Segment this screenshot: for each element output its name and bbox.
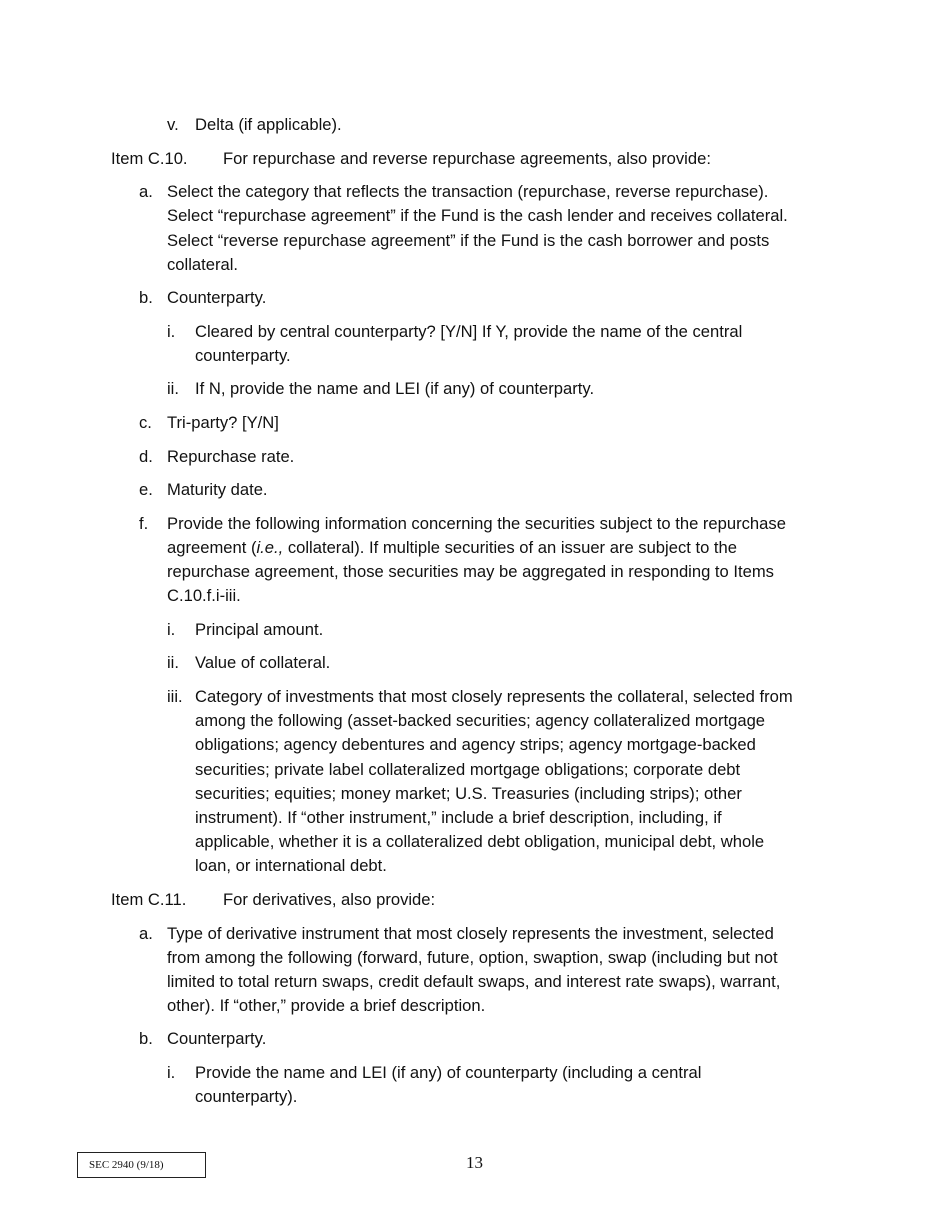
text-line: Select “reverse repurchase agreement” if the Fund is the cash borrower and posts	[167, 231, 770, 250]
list-label: iii.	[167, 687, 183, 706]
text-line: instrument). If “other instrument,” include a brief description, including, if	[195, 808, 722, 827]
list-item-text: Value of collateral.	[195, 653, 331, 672]
text-line: among the following (asset-backed securities; agency collateralized mortgage	[195, 711, 766, 730]
text-line: Cleared by central counterparty? [Y/N] If Y, provide the name of the central	[195, 322, 743, 341]
text-line: Type of derivative instrument that most closely represents the investment, selected	[167, 924, 774, 943]
form-id-box: SEC 2940 (9/18)	[77, 1152, 206, 1178]
text-line: securities; private label collateralized mortgage obligations; corporate debt	[195, 760, 741, 779]
list-item-text: Tri-party? [Y/N]	[167, 413, 279, 432]
list-label: i.	[167, 1063, 176, 1082]
list-label: f.	[139, 514, 149, 533]
list-label: ii.	[167, 379, 179, 398]
list-label: a.	[139, 182, 153, 201]
text-line: loan, or international debt.	[195, 856, 387, 875]
list-item-text: Maturity date.	[167, 480, 268, 499]
list-label: b.	[139, 288, 153, 307]
list-label: a.	[139, 924, 153, 943]
text-line: from among the following (forward, future, option, swaption, swap (including but not	[167, 948, 778, 967]
item-number: Item C.11.	[111, 890, 187, 909]
list-label: e.	[139, 480, 153, 499]
text-line: other). If “other,” provide a brief description.	[167, 996, 486, 1015]
text-line: Provide the following information concerning the securities subject to the repurchase	[167, 514, 786, 533]
text-line: Provide the name and LEI (if any) of counterparty (including a central	[195, 1063, 702, 1082]
text-line: limited to total return swaps, credit default swaps, and interest rate swaps), warrant,	[167, 972, 781, 991]
text-line	[167, 536, 737, 560]
list-label: b.	[139, 1029, 153, 1048]
list-label: i.	[167, 322, 176, 341]
list-label: c.	[139, 413, 152, 432]
text-line: counterparty.	[195, 346, 291, 365]
text-segment: collateral). If multiple securities of an issuer are subject to the	[283, 538, 737, 557]
list-item-text: Counterparty.	[167, 288, 267, 307]
text-line: C.10.f.i-iii.	[167, 586, 241, 605]
list-item-text: Delta (if applicable).	[195, 115, 342, 134]
text-line: collateral.	[167, 255, 239, 274]
list-label: i.	[167, 620, 176, 639]
italic-text: i.e.,	[256, 538, 284, 557]
item-heading: For repurchase and reverse repurchase agreements, also provide:	[223, 149, 711, 168]
page-number: 13	[466, 1153, 483, 1172]
text-line: repurchase agreement, those securities may be aggregated in responding to Items	[167, 562, 774, 581]
text-line: Select the category that reflects the transaction (repurchase, reverse repurchase).	[167, 182, 769, 201]
list-item-text: Repurchase rate.	[167, 447, 295, 466]
text-line: obligations; agency debentures and agency strips; agency mortgage-backed	[195, 735, 756, 754]
list-label: v.	[167, 115, 179, 134]
list-item-text: If N, provide the name and LEI (if any) of counterparty.	[195, 379, 595, 398]
list-label: ii.	[167, 653, 179, 672]
text-segment: agreement (	[167, 538, 257, 557]
text-line: Select “repurchase agreement” if the Fund is the cash lender and receives collateral.	[167, 206, 788, 225]
item-number: Item C.10.	[111, 149, 188, 168]
text-line: Category of investments that most closely represents the collateral, selected from	[195, 687, 793, 706]
list-label: d.	[139, 447, 153, 466]
text-line: applicable, whether it is a collateralized debt obligation, municipal debt, whole	[195, 832, 765, 851]
item-heading: For derivatives, also provide:	[223, 890, 436, 909]
list-item-text: Principal amount.	[195, 620, 324, 639]
text-line: counterparty).	[195, 1087, 298, 1106]
text-line: securities; equities; money market; U.S. Treasuries (including strips); other	[195, 784, 742, 803]
list-item-text: Counterparty.	[167, 1029, 267, 1048]
